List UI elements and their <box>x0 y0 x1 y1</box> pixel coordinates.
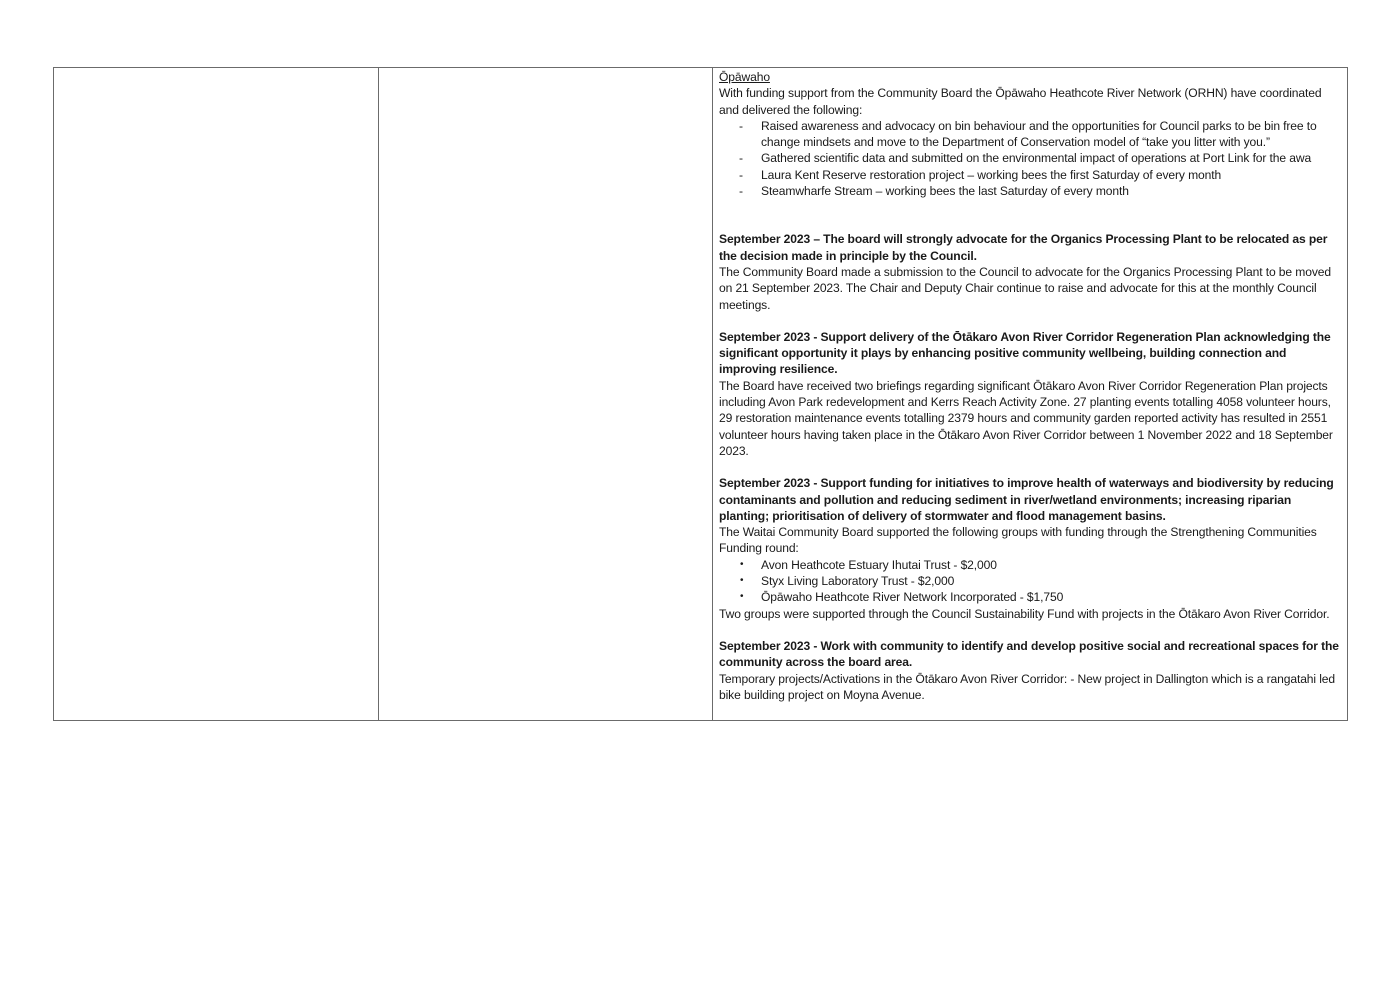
list-item <box>719 150 1339 166</box>
block-body: The Board have received two briefings regarding significant Ōtākaro Avon River Corridor Regeneration Plan projects including Avon Park redevelopment and Kerrs Reach Activity Zone. 27 planting events totalling 4058 volunteer hours, 29 restoration maintenance events totalling 2379 hours and community garden reported activity has resulted in 2551 volunteer hours having taken place in the Ōtākaro Avon River Corridor between 1 November 2022 and 18 September 2023. <box>719 378 1333 458</box>
block-body: The Waitai Community Board supported the following groups with funding through the Strengthening Communities Funding round: <box>719 525 1317 556</box>
list-item <box>719 573 1339 589</box>
table-cell-empty-2 <box>379 68 713 721</box>
table-cell-empty-1 <box>54 68 379 721</box>
dash-marker: - <box>739 167 743 182</box>
block-body-after: Two groups were supported through the Council Sustainability Fund with projects in the Ōtākaro Avon River Corridor. <box>719 606 1330 621</box>
dash-marker: - <box>739 184 743 199</box>
list-item-text: Gathered scientific data and submitted on the environmental impact of operations at Port Link for the awa <box>761 151 1312 166</box>
bullet-marker: • <box>740 558 744 570</box>
block-heading: September 2023 – The board will strongly advocate for the Organics Processing Plant to be relocated as per the decision made in principle by the Council. <box>719 232 1328 263</box>
dash-marker: - <box>739 118 743 133</box>
list-item <box>719 183 1339 199</box>
intro-text: With funding support from the Community Board the Ōpāwaho Heathcote River Network (ORHN) have coordinated and delivered the following: <box>719 86 1322 117</box>
list-item <box>719 589 1339 605</box>
dash-list <box>719 118 1339 199</box>
table-row <box>54 68 1348 721</box>
bullet-list <box>719 557 1339 606</box>
block-heading: September 2023 - Support delivery of the Ōtākaro Avon River Corridor Regeneration Plan acknowledging the significant opportunity it plays by enhancing positive community wellbeing, building connection and improving resilience. <box>719 329 1331 377</box>
spacer <box>719 622 1339 638</box>
block-heading: September 2023 - Support funding for initiatives to improve health of waterways and biodiversity by reducing contaminants and pollution and reducing sediment in river/wetland environments; increasing riparian planting; prioritisation of delivery of stormwater and flood management basins. <box>719 476 1334 523</box>
table-cell-progress <box>713 68 1348 721</box>
block-heading: September 2023 - Work with community to identify and develop positive social and recreational spaces for the community across the board area. <box>719 638 1339 670</box>
list-item-text: Raised awareness and advocacy on bin behaviour and the opportunities for Council parks to be bin free to change mindsets and move to the Department of Conservation model of “take you litter with you.” <box>761 118 1317 150</box>
list-item-text: Ōpāwaho Heathcote River Network Incorporated - $1,750 <box>761 590 1064 605</box>
bullet-marker: • <box>740 591 744 603</box>
spacer <box>719 199 1339 231</box>
list-item-text: Laura Kent Reserve restoration project – working bees the first Saturday of every month <box>761 167 1222 182</box>
list-item <box>719 557 1339 573</box>
dash-marker: - <box>739 151 743 166</box>
spacer <box>719 459 1339 475</box>
list-item <box>719 118 1339 151</box>
list-item <box>719 167 1339 183</box>
report-table <box>53 67 1348 721</box>
progress-content <box>713 68 1347 720</box>
list-item-text: Avon Heathcote Estuary Ihutai Trust - $2,000 <box>761 557 997 572</box>
list-item-text: Styx Living Laboratory Trust - $2,000 <box>761 574 955 589</box>
list-item-text: Steamwharfe Stream – working bees the last Saturday of every month <box>761 184 1129 199</box>
bullet-marker: • <box>740 575 744 587</box>
section-title: Ōpāwaho <box>719 70 770 84</box>
spacer <box>719 313 1339 329</box>
block-body: The Community Board made a submission to the Council to advocate for the Organics Processing Plant to be moved on 21 September 2023. The Chair and Deputy Chair continue to raise and advocate for this at the monthly Council meetings. <box>719 264 1331 312</box>
block-body: Temporary projects/Activations in the Ōtākaro Avon River Corridor: - New project in Dallington which is a rangatahi led bike building project on Moyna Avenue. <box>719 671 1335 702</box>
